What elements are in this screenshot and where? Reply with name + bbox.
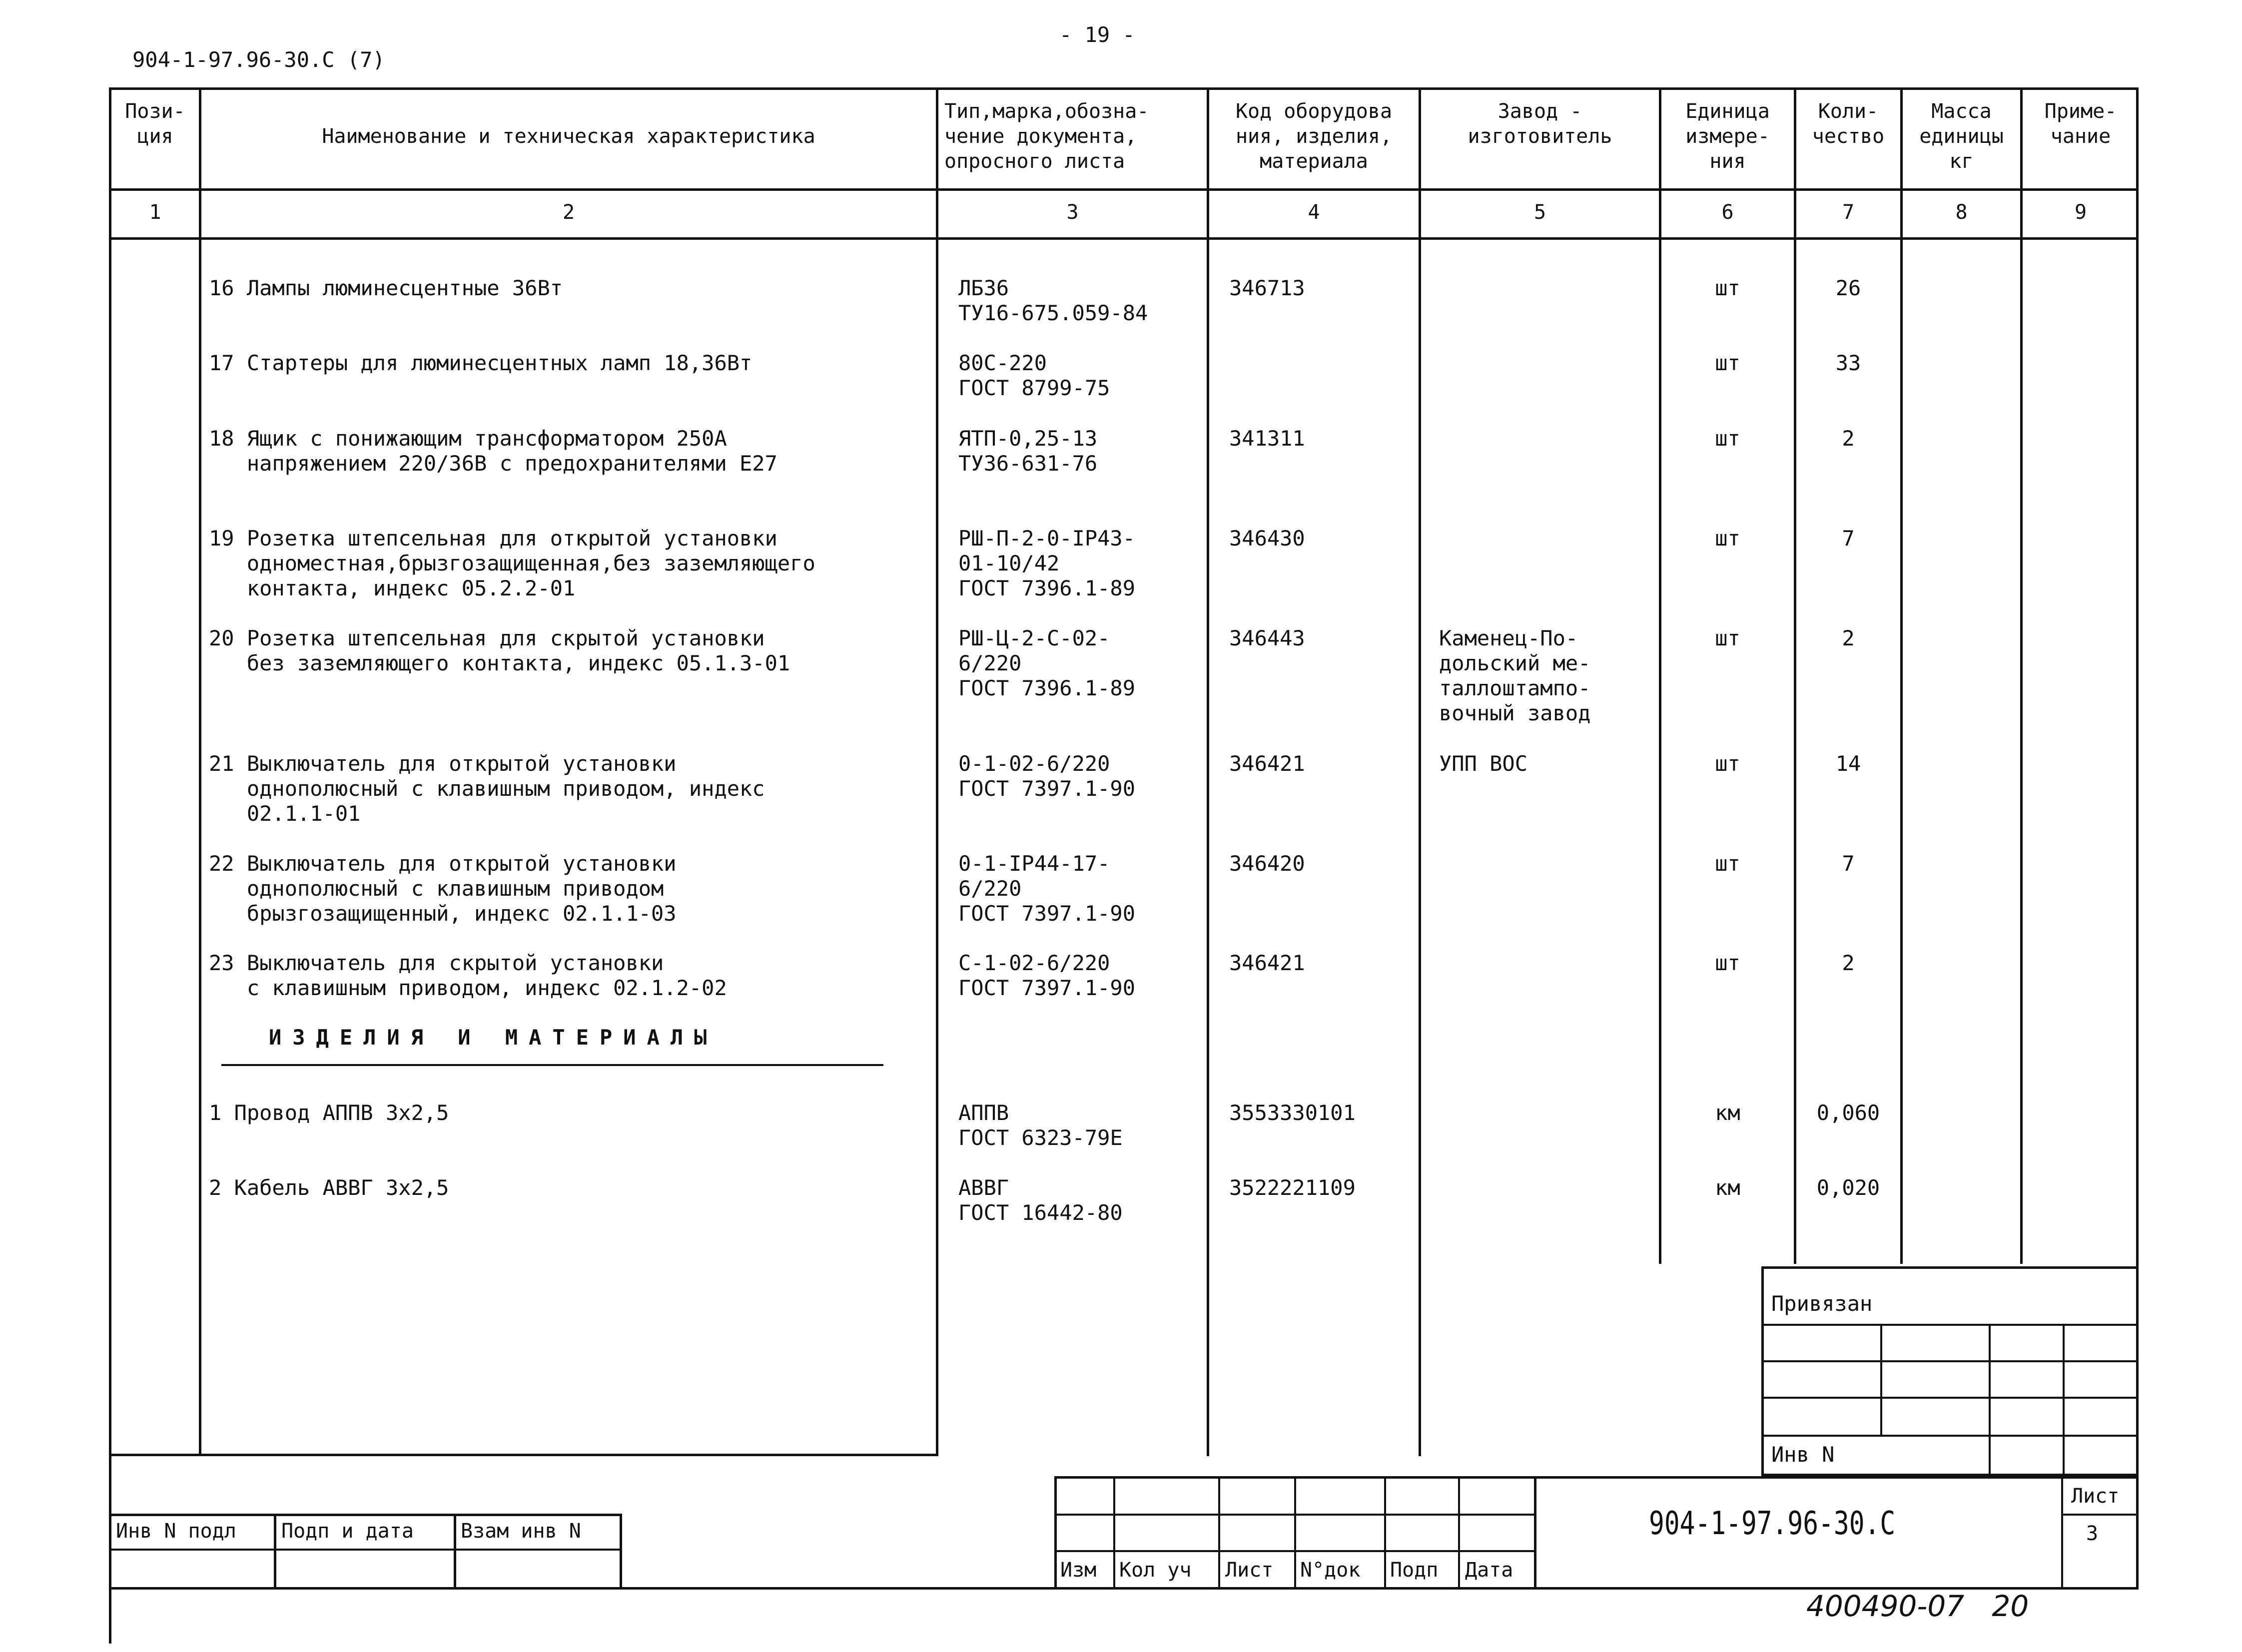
material-unit: км [1715,1101,1740,1125]
row-qty: 33 [1835,351,1861,375]
privyazan-line [1761,1324,2139,1326]
row-code: 346421 [1229,751,1305,776]
col-divider-3 [1207,87,1209,1456]
col-divider-5 [1659,87,1661,1264]
row-qty: 2 [1842,426,1855,451]
colnum-5: 5 [1533,201,1546,224]
row-unit: шт [1715,626,1740,650]
rev-label: Кол уч [1119,1559,1192,1582]
privyazan-vline [1880,1324,1882,1435]
privyazan-line [1761,1360,2139,1362]
col-divider-2 [936,87,938,1456]
row-unit: шт [1715,351,1740,375]
row-name: 21 Выключатель для открытой установки однополюсный с клавишным приводом, индекс 02.1.1-01 [209,751,765,826]
header-qty: Коли- чество [1812,100,1885,148]
row-code: 346430 [1229,526,1305,551]
row-qty: 7 [1842,851,1855,876]
col-divider-4 [1419,87,1421,1456]
row-name: 16 Лампы люминесцентные 36Вт [209,276,563,300]
rev-label: Лист [1225,1559,1274,1582]
row-type: С-1-02-6/220 ГОСТ 7397.1-90 [958,951,1136,1000]
material-qty: 0,060 [1816,1101,1880,1125]
rev-label: Дата [1465,1559,1513,1582]
colnum-1: 1 [149,201,161,224]
left-stamp-label: Инв N подл [116,1520,236,1543]
header-note: Приме- чание [2044,100,2117,148]
row-code: 346713 [1229,276,1305,300]
material-name: 2 Кабель АВВГ 3х2,5 [209,1175,449,1200]
section-title: ИЗДЕЛИЯ И МАТЕРИАЛЫ [269,1025,718,1050]
bottom-frame-right [2136,1476,2139,1590]
colnum-2: 2 [562,201,575,224]
colnum-9: 9 [2074,201,2087,224]
row-unit: шт [1715,951,1740,975]
row-code: 346421 [1229,951,1305,975]
rev-grid-vline [1534,1476,1536,1590]
row-qty: 2 [1842,951,1855,975]
row-type: 0-1-02-6/220 ГОСТ 7397.1-90 [958,751,1136,801]
colnum-3: 3 [1066,201,1079,224]
privyazan-line [1761,1435,2139,1437]
row-name: 23 Выключатель для скрытой установки с клавишным приводом, индекс 02.1.2-02 [209,951,727,1000]
material-name: 1 Провод АППВ 3х2,5 [209,1101,449,1125]
row-name: 20 Розетка штепсельная для скрытой установки без заземляющего контакта, индекс 05.1.3-01 [209,626,790,675]
row-name: 18 Ящик с понижающим трансформатором 250А напряжением 220/36В с предохранителями Е27 [209,426,777,476]
col-divider-6 [1794,87,1796,1264]
row-qty: 2 [1842,626,1855,650]
row-type: 0-1-IP44-17- 6/220 ГОСТ 7397.1-90 [958,851,1136,926]
row-unit: шт [1715,426,1740,451]
row-qty: 26 [1835,276,1861,300]
left-stamp-vline [620,1514,622,1589]
bottom-frame-line [109,1454,938,1456]
header-mass: Масса единицы кг [1919,100,2004,173]
left-stamp-vline [454,1514,456,1589]
handwritten-inventory-number: 400490-07 20 [1806,1589,2029,1623]
stamp-top-line [1054,1476,2139,1479]
rev-label: N°док [1300,1559,1361,1582]
row-code: 346420 [1229,851,1305,876]
privyazan-vline [2063,1324,2065,1476]
sheet-label: Лист [2071,1485,2120,1508]
row-code: 346443 [1229,626,1305,650]
rev-grid-vline [1054,1476,1057,1590]
rev-grid-vline [1218,1476,1220,1590]
row-code: 341311 [1229,426,1305,451]
header-type: Тип,марка,обозна- чение документа, опросного листа [944,100,1149,173]
rev-grid-line [1054,1550,1534,1552]
header-position: Пози- ция [125,100,185,148]
row-type: ЯТП-0,25-13 ТУ36-631-76 [958,426,1098,476]
row-unit: шт [1715,276,1740,300]
material-qty: 0,020 [1816,1175,1880,1200]
material-code: 3522221109 [1229,1175,1356,1200]
row-name: 17 Стартеры для люминесцентных ламп 18,36Вт [209,351,752,375]
header-divider [109,188,2139,191]
colnum-8: 8 [1955,201,1968,224]
rev-label: Изм [1060,1559,1097,1582]
header-unit: Единица измере- ния [1685,100,1770,173]
left-stamp-label: Взам инв N [461,1520,581,1543]
left-stamp-label: Подп и дата [281,1520,414,1543]
row-unit: шт [1715,526,1740,551]
privyazan-line [1761,1397,2139,1399]
col-divider-7 [1900,87,1903,1264]
sheet-line [2061,1514,2139,1516]
material-type: АВВГ ГОСТ 16442-80 [958,1175,1123,1225]
rev-grid-vline [1113,1476,1115,1590]
material-code: 3553330101 [1229,1101,1356,1125]
inv-n-label: Инв N [1771,1442,1835,1467]
left-stamp-line [109,1514,622,1516]
rev-grid-vline [1384,1476,1386,1590]
section-underline [221,1064,883,1066]
document-code-top: 904-1-97.96-30.С (7) [132,47,385,72]
sheet-vline [2061,1476,2063,1590]
rev-grid-vline [1294,1476,1296,1590]
col-divider-1 [199,87,201,1456]
privyazan-vline [1989,1324,1991,1476]
row-name: 19 Розетка штепсельная для открытой установки одноместная,брызгозащищенная,без заземляющего контакта, индекс 05.2.2-01 [209,526,815,600]
column-number-divider [109,237,2139,240]
row-qty: 14 [1835,751,1861,776]
row-type: РШ-Ц-2-С-02- 6/220 ГОСТ 7396.1-89 [958,626,1136,700]
row-type: 80С-220 ГОСТ 8799-75 [958,351,1110,400]
row-qty: 7 [1842,526,1855,551]
colnum-7: 7 [1842,201,1855,224]
header-maker: Завод - изготовитель [1468,100,1612,148]
colnum-6: 6 [1721,201,1734,224]
rev-grid-vline [1458,1476,1460,1590]
sheet-number: 3 [2086,1522,2099,1545]
row-type: ЛБ36 ТУ16-675.059-84 [958,276,1148,325]
row-maker: УПП ВОС [1439,751,1528,776]
page-number: - 19 - [1059,22,1135,47]
col-divider-8 [2020,87,2023,1264]
row-type: РШ-П-2-0-IP43- 01-10/42 ГОСТ 7396.1-89 [958,526,1136,600]
header-name: Наименование и техническая характеристика [322,125,815,148]
material-type: АППВ ГОСТ 6323-79Е [958,1101,1123,1150]
header-code: Код оборудова ния, изделия, материала [1235,100,1393,173]
rev-label: Подп [1390,1559,1439,1582]
row-unit: шт [1715,751,1740,776]
left-stamp-vline [274,1514,276,1589]
doc-code: 904-1-97.96-30.С [1649,1505,1896,1542]
row-maker: Каменец-По- дольский ме- таллоштампо- вочный завод [1439,626,1591,725]
colnum-4: 4 [1308,201,1320,224]
row-name: 22 Выключатель для открытой установки однополюсный с клавишным приводом брызгозащищенный, индекс 02.1.1-03 [209,851,677,926]
left-stamp-line [109,1549,622,1551]
material-unit: км [1715,1175,1740,1200]
rev-grid-line [1054,1514,1534,1516]
row-unit: шт [1715,851,1740,876]
privyazan-label: Привязан [1771,1291,1873,1316]
